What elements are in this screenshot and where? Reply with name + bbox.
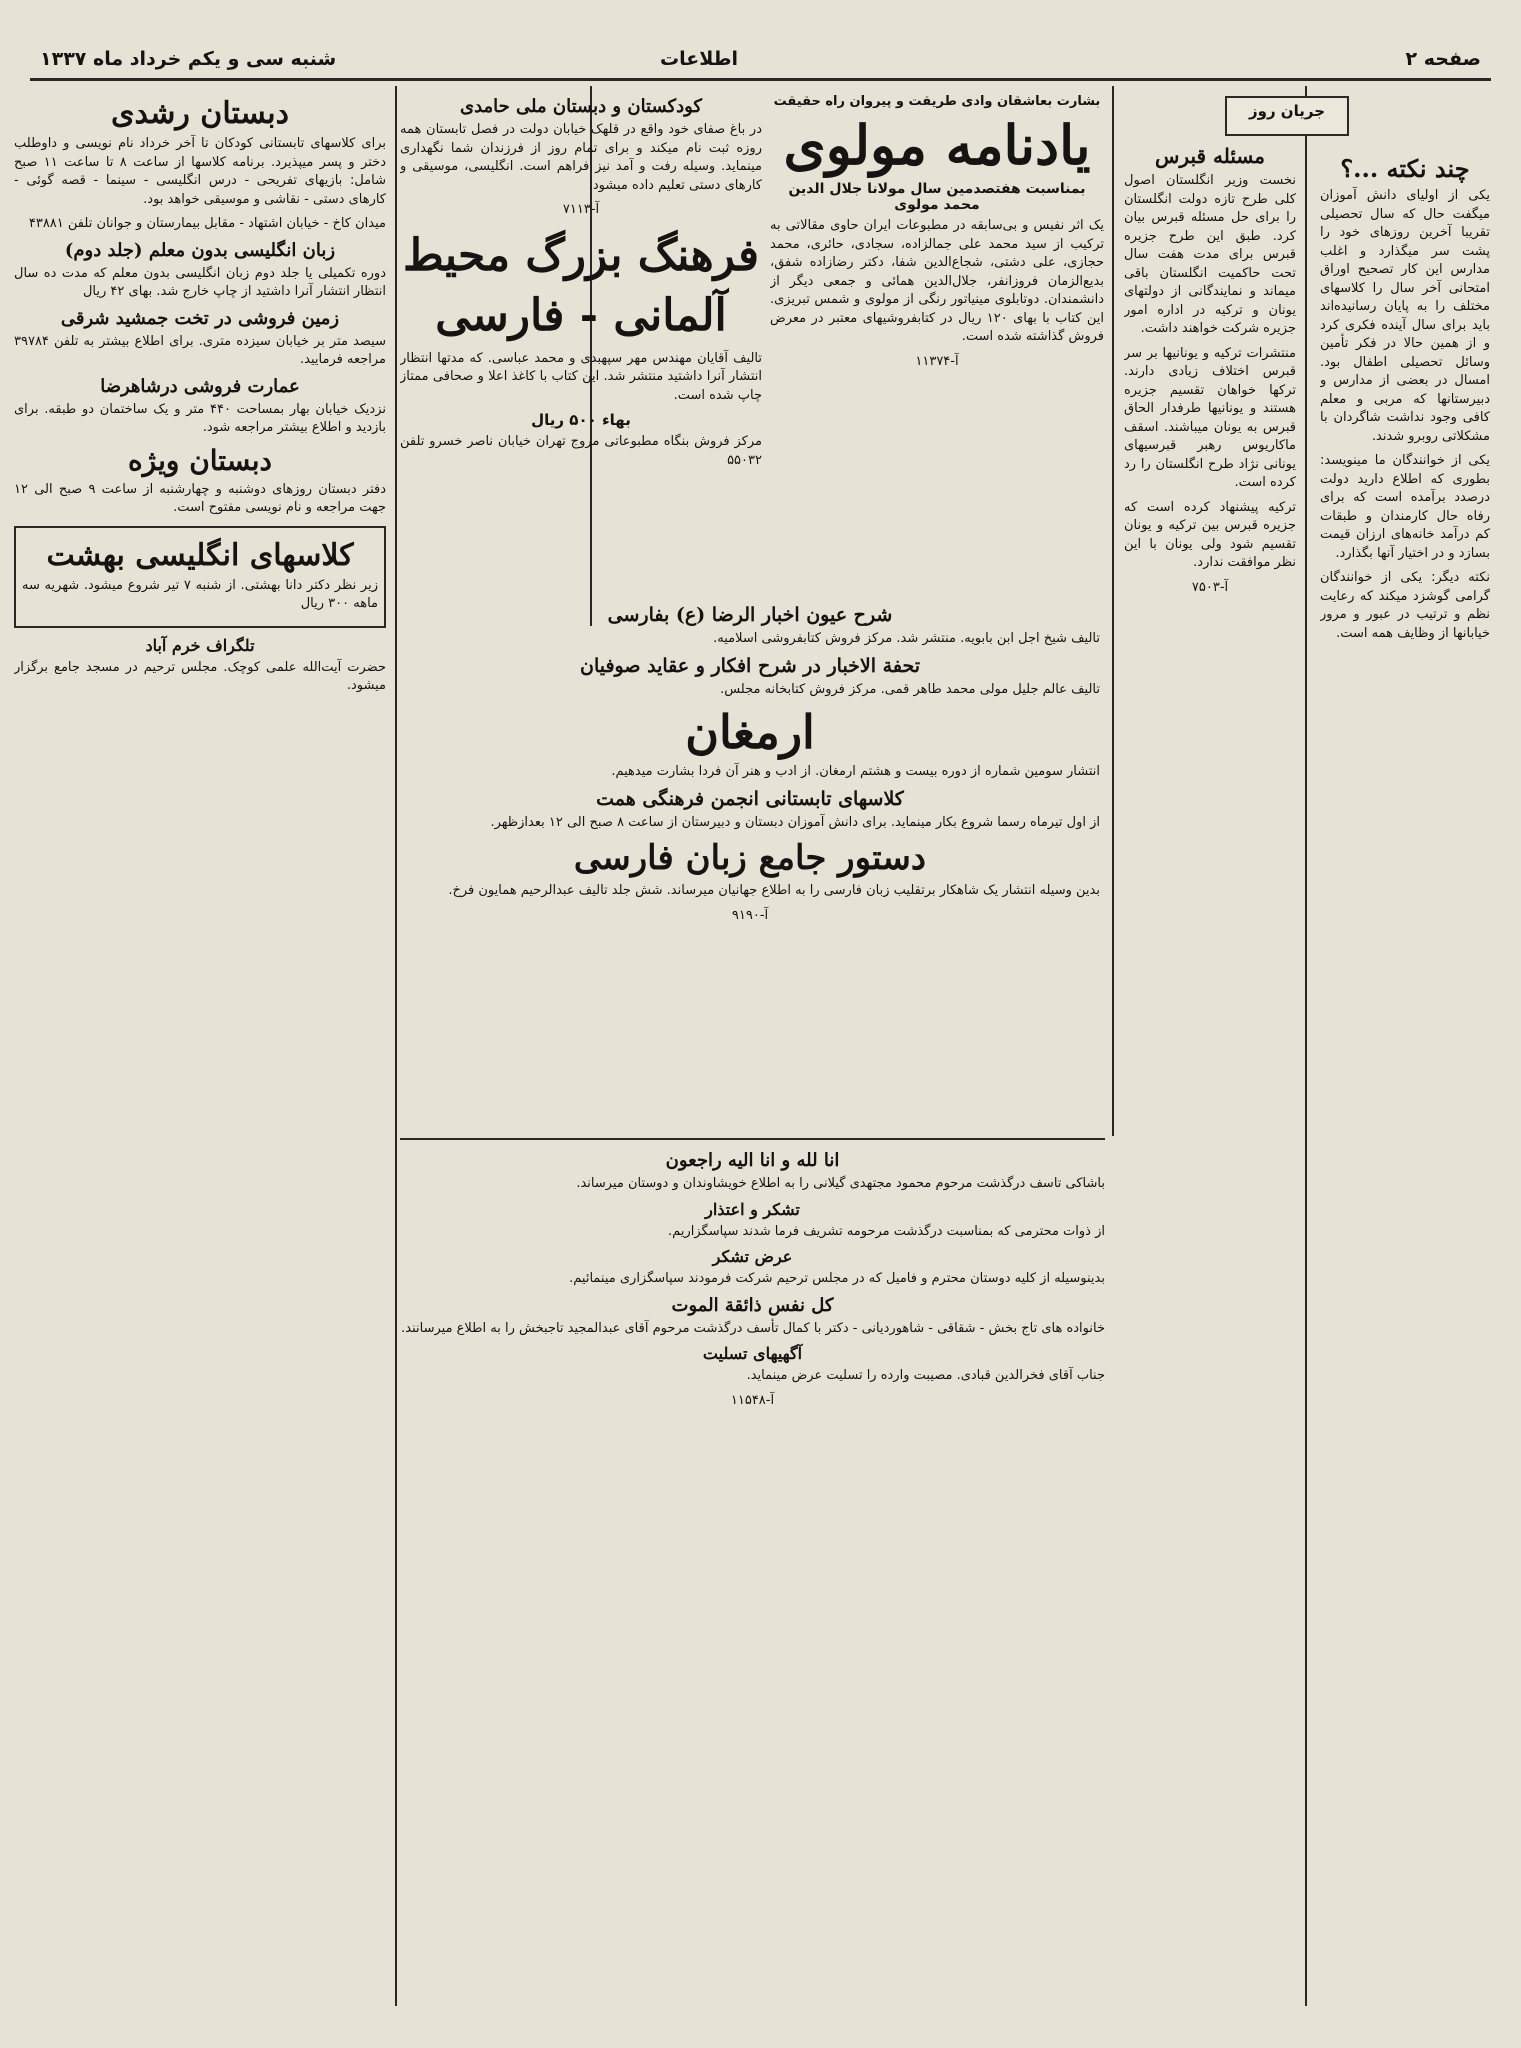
ad-body: تالیف شیخ اجل ابن بابویه. منتشر شد. مرکز فروش کتابفروشی اسلامیه. (713, 631, 1100, 646)
ad-body: در باغ صفای خود واقع در قلهک خیابان دولت در فصل تابستان همه روزه ثبت نام میکند و برای تمام روز از فرزندان شما نگهداری مینماید. وسیله رفت و آمد نیز فراهم است. انگلیسی، موسیقی و کارهای دستی تعلیم داده میشود. (400, 122, 762, 193)
dictionary-title: فرهنگ بزرگ محیط آلمانی - فارسی (403, 229, 759, 341)
ad-title: یادنامه مولوی (783, 113, 1091, 177)
article-body: منتشرات ترکیه و یونانیها بر سر قبرس اختلاف زیادی دارند. ترکها خواهان تقسیم جزیره هستند و یونانیها طرفدار الحاق قبرس به یونان میباشند. اسقف ماکاریوس رهبر قبرسیهای یونانی نژاد طرح انگلستان را رد کرده است. (1124, 345, 1296, 490)
ad-body: انتشار سومین شماره از دوره بیست و هشتم ارمغان. از ادب و هنر آن فردا بشارت میدهیم. (611, 764, 1100, 779)
header-rule (30, 78, 1491, 81)
ad-body: سیصد متر بر خیابان سیزده متری. برای اطلاع بیشتر به تلفن ۳۹۷۸۴ مراجعه فرمایید. (14, 333, 386, 367)
ad-code: آ-۹۱۹۰ (731, 907, 769, 923)
column-title: جریان روز (1248, 102, 1326, 120)
section-rule (400, 1138, 1105, 1140)
ad-body: بدین وسیله انتشار یک شاهکار برتقلیب زبان فارسی را به اطلاع جهانیان میرساند. شش جلد تالیف عبدالرحیم همایون فرخ. (448, 883, 1100, 898)
ad-body: حضرت آیت‌الله علمی کوچک. مجلس ترحیم در مسجد جامع برگزار میشود. (14, 659, 386, 693)
dictionary-price: بهاء ۵۰۰ ریال (531, 411, 631, 429)
notice-body: از ذوات محترمی که بمناسبت درگذشت مرحومه تشریف فرما شدند سپاسگزاریم. (668, 1223, 1105, 1239)
dictionary-address: مرکز فروش بنگاه مطبوعاتی مروج تهران خیابان ناصر خسرو تلفن ۵۵۰۳۲ (400, 434, 762, 468)
article-body: نخست وزیر انگلستان اصول کلی طرح تازه دولت انگلستان را برای حل مسئله قبرس بیان کرد. طبق این طرح جزیره قبرس برای مدت هفت سال تحت حاکمیت انگلستان باقی میماند و نمایندگانی از دولتهای یونان و ترکیه در اداره امور جزیره شرکت خواهند داشت. (1124, 173, 1296, 336)
article-body: یکی از اولیای دانش آموزان میگفت حال که سال تحصیلی تقریبا آخرین روزهای خود را پشت سر میگذارد و اغلب مدارس این کار تصحیح اوراق امتحانی آخر سال را کلاسهای مختلف را به پایان رسانیده‌اند باید برای سال آینده فکری کرد و از همین حالا در فکر تأمین وسائل تحصیلی اطفال بود. امسال در بعضی از مدارس و دبیرستانها که مربی و معلم کافی وجود نداشت شاگردان با مشکلاتی روبرو شدند. (1320, 188, 1490, 444)
column-rule (395, 86, 397, 2006)
ad-body: زیر نظر دکتر دانا بهشتی. از شنبه ۷ تیر شروع میشود. شهریه سه ماهه ۳۰۰ ریال (22, 577, 379, 611)
ad-code: آ-۷۵۰۳ (1191, 579, 1229, 595)
ad-title: دبستان رشدی (111, 96, 289, 131)
column-rule (1112, 86, 1114, 1136)
ad-address: میدان کاخ - خیابان اشتهاد - مقابل بیمارستان و جوانان تلفن ۴۳۸۸۱ (28, 216, 386, 231)
ad-title: شرح عیون اخبار الرضا (ع) بفارسی (607, 604, 893, 626)
ad-body: یک اثر نفیس و بی‌سابقه در مطبوعات ایران حاوی مقالاتی به ترکیب از سید محمد علی جمالزاده، سجادی، حائری، محمد حجازی، علی دشتی، شجاع‌الدین شفا، دکتر رضازاده شفق، بدیع‌الزمان فروزانفر، جلال‌الدین همائی و جمعی دیگر از دانشمندان. دوتابلوی مینیاتور رنگی از مولوی و شمس تبریزی. این کتاب با بهای ۱۲۰ ریال در کتابفروشیهای معتبر در معرض فروش گذاشته شده است. (770, 218, 1104, 344)
notice-title: تشکر و اعتذار (705, 1199, 800, 1219)
ad-body: تالیف عالم جلیل مولی محمد طاهر قمی. مرکز فروش کتابخانه مجلس. (720, 681, 1100, 697)
ad-code: آ-۷۱۱۳ (562, 202, 600, 217)
column-rule (1305, 86, 1307, 2006)
notice-body: جناب آقای فخرالدین قبادی. مصیبت وارده را تسلیت عرض مینماید. (746, 1368, 1105, 1383)
column-1 (1320, 150, 1490, 2010)
newspaper-name: اطلاعات (660, 48, 739, 70)
page-number: صفحه ۲ (1405, 48, 1481, 70)
ad-body: دفتر دبستان روزهای دوشنبه و چهارشنبه از ساعت ۹ صبح الی ۱۲ جهت مراجعه و نام نویسی مفتوح است. (14, 481, 386, 515)
ad-top: بشارت بعاشقان وادی طریقت و پیروان راه حقیقت (773, 94, 1101, 109)
mowlavi-ad (770, 90, 1104, 545)
condolence-section (400, 1146, 1105, 2006)
middle-ads (400, 600, 1100, 1140)
issue-date: شنبه سی و یکم خرداد ماه ۱۳۳۷ (40, 48, 337, 70)
ad-title: تحفة الاخبار در شرح افکار و عقاید صوفیان (579, 654, 920, 677)
ad-title: زمین فروشی در تخت جمشید شرقی (60, 307, 340, 329)
article-body: نکته دیگر: یکی از خوانندگان گرامی گوشزد میکند که رعایت نظم و ترتیب در عبور و مرور خیابانها از وظایف همه است. (1320, 570, 1490, 641)
ad-body: برای کلاسهای تابستانی کودکان تا آخر خرداد نام نویسی و داوطلب دختر و پسر میپذیرد. برنامه کلاسها از ساعت ۸ تا ساعت ۱۱ صبح شامل: بازیهای تفریحی - درس انگلیسی - سینما - قصه گوئی - کارهای دستی - نقاشی و موسیقی خواهد بود. (14, 136, 386, 207)
school-and-dictionary-ads (400, 92, 762, 592)
notice-title: انا لله و انا الیه راجعون (665, 1150, 840, 1171)
article-body: ترکیه پیشنهاد کرده است که جزیره قبرس بین ترکیه و یونان تقسیم شود ولی یونان با این نظر موافقت ندارد. (1124, 499, 1296, 570)
article-title: مسئله قبرس (1155, 144, 1265, 168)
notice-title: عرض تشکر (712, 1247, 793, 1266)
notice-body: بدینوسیله از کلیه دوستان محترم و فامیل که در مجلس ترحیم شرکت فرمودند سپاسگزاری مینمائیم. (569, 1271, 1105, 1286)
ad-code: آ-۱۱۳۷۴ (915, 353, 959, 369)
notice-title: کل نفس ذائقة الموت (671, 1294, 834, 1316)
english-class-box (14, 526, 386, 628)
ad-title: زبان انگلیسی بدون معلم (جلد دوم) (64, 239, 336, 261)
ad-title: دبستان ویژه (128, 443, 272, 477)
column-title-box (1225, 96, 1349, 136)
ad-title: عمارت فروشی درشاهرضا (100, 375, 300, 397)
armaghan-title: ارمغان (685, 705, 815, 759)
column-2 (1124, 140, 1296, 2000)
ad-code: آ-۱۱۵۴۸ (730, 1392, 775, 1408)
ad-body: نزدیک خیابان بهار بمساحت ۴۴۰ متر و یک ساختمان دو طبقه. برای بازدید و اطلاع بیشتر مراجعه شود. (14, 401, 386, 435)
ad-title: تلگراف خرم آباد (145, 635, 255, 655)
column-4 (14, 92, 386, 2002)
ad-title: کلاسهای انگلیسی بهشت (46, 537, 354, 573)
article-title: چند نکته ...؟ (1340, 154, 1470, 183)
ad-title: دستور جامع زبان فارسی (573, 838, 927, 878)
article-body: یکی از خوانندگان ما مینویسد: بطوری که اطلاع دارید دولت درصدد برآمده است که برای رفاه حال کارمندان و طبقات کم درآمد خانه‌های ارزان قیمت بسازد و در اختیار آنها بگذارد. (1320, 453, 1490, 561)
ad-title: کلاسهای تابستانی انجمن فرهنگی همت (596, 787, 904, 810)
dictionary-body: تالیف آقایان مهندس مهر سپهبدی و محمد عباسی. که مدتها انتظار انتشار آنرا داشتید منتشر شد. این کتاب با کاغذ اعلا و صحافی ممتاز چاپ شده است. (400, 350, 762, 403)
ad-title: کودکستان و دبستان ملی حامدی (459, 96, 702, 117)
notice-body: خانواده های تاج بخش - شقاقی - شاهوردیانی - دکتر با کمال تأسف درگذشت مرحوم آقای عبدالمجید تاجبخش را به اطلاع میرسانند. (401, 1320, 1105, 1336)
ad-body: از اول تیرماه رسما شروع بکار مینماید. برای دانش آموزان دبستان و دبیرستان از ساعت ۸ صبح الی ۱۲ بعدازظهر. (490, 814, 1100, 830)
ad-subtitle: بمناسبت هفتصدمین سال مولانا جلال الدین محمد مولوی (788, 181, 1086, 213)
notice-title: آگهیهای تسلیت (702, 1344, 803, 1363)
ad-body: دوره تکمیلی یا جلد دوم زبان انگلیسی بدون معلم که مدت ده سال انتظار انتشار آنرا داشتید از چاپ خارج شد. بهای ۴۲ ریال (14, 265, 386, 299)
notice-body: باشاکی تاسف درگذشت مرحوم محمود مجتهدی گیلانی را به اطلاع خویشاوندان و دوستان میرساند. (576, 1176, 1105, 1191)
